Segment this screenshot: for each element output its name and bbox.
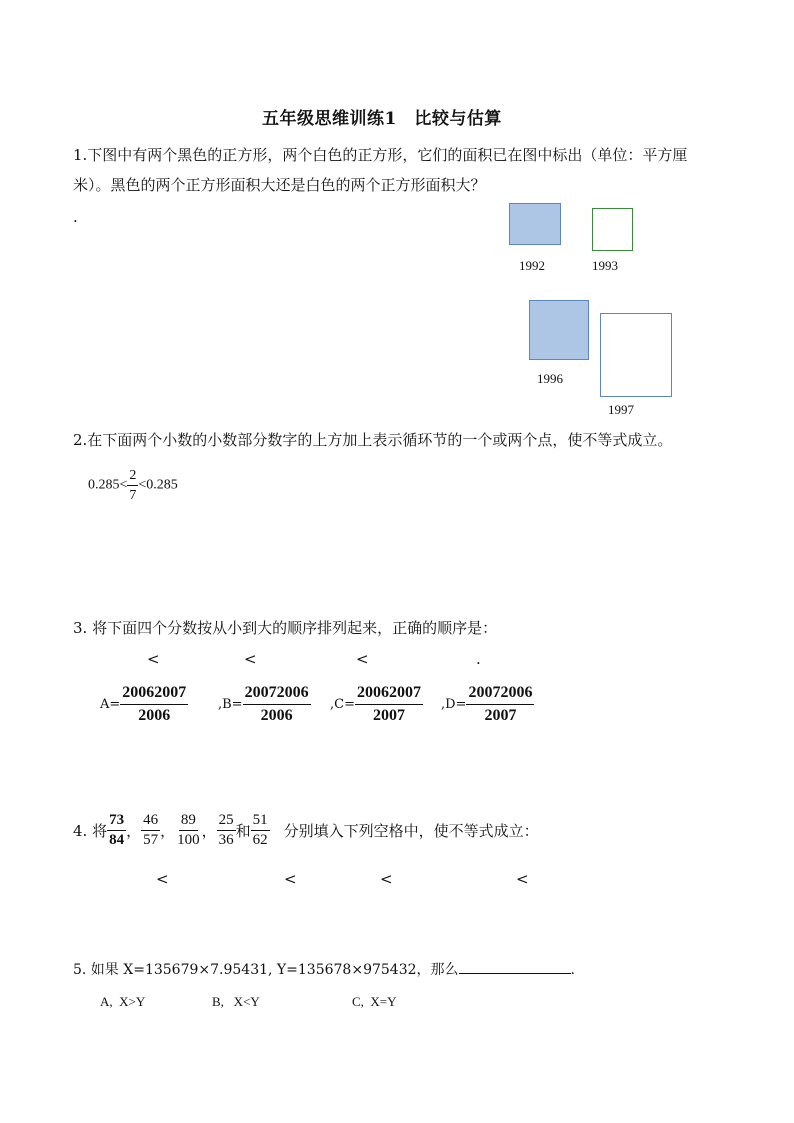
q4-frac-1-den: 84 <box>109 832 125 848</box>
q5-end: . <box>570 962 575 978</box>
q4-frac-5-den: 62 <box>252 832 268 848</box>
q3-text: 3. 将下面四个分数按从小到大的顺序排列起来，正确的顺序是： <box>73 619 498 637</box>
q3-frac-b-prefix: ,B= <box>218 697 243 712</box>
square-1997-label: 1997 <box>608 402 634 417</box>
q4-frac-2-num: 46 <box>141 811 160 831</box>
q3-frac-d-prefix: ,D= <box>441 697 467 712</box>
q4-frac-5-num: 51 <box>251 811 270 831</box>
q5-answer-blank[interactable] <box>459 959 571 974</box>
q4-frac-2-den: 57 <box>143 832 159 848</box>
q4-blank-lt-1: < <box>156 870 169 888</box>
q2-frac-den: 7 <box>129 488 137 503</box>
q3-frac-c-num: 20062007 <box>355 682 423 705</box>
q3-frac-b <box>243 682 311 727</box>
q3-frac-c-prefix: ,C= <box>330 697 355 712</box>
q3-blank-period: . <box>476 650 481 668</box>
q5-option-b: B, X<Y <box>212 994 260 1009</box>
q3-fraction-c <box>330 682 423 727</box>
square-1996-label: 1996 <box>537 371 563 386</box>
q3-frac-a-den: 2006 <box>138 707 171 724</box>
q2-inequality <box>88 466 178 505</box>
q5-line <box>73 956 575 984</box>
q2-fraction <box>127 466 138 505</box>
square-1992-label: 1992 <box>519 258 545 273</box>
q4-blank-lt-4: < <box>516 870 529 888</box>
page-title: 五年级思维训练1 比较与估算 <box>262 109 502 129</box>
q3-fraction-a <box>100 682 188 727</box>
square-1992 <box>509 203 561 245</box>
square-1993-label: 1993 <box>592 258 618 273</box>
q3-blank-lt-2: < <box>244 650 257 668</box>
q3-frac-d-den: 2007 <box>484 707 517 724</box>
q3-frac-a-prefix: A= <box>100 697 121 712</box>
q4-blank-lt-3: < <box>380 870 393 888</box>
q4-blank-lt-2: < <box>284 870 297 888</box>
q3-fraction-b <box>218 682 311 727</box>
q4-frac-4-den: 36 <box>218 832 234 848</box>
q3-fraction-d <box>441 682 534 727</box>
q4-frac-3 <box>175 811 202 850</box>
q5-option-c: C, X=Y <box>352 994 397 1009</box>
q1-line2: 米）。黑色的两个正方形面积大还是白色的两个正方形面积大？ <box>73 176 486 194</box>
q4-frac-4-num: 25 <box>217 811 236 831</box>
q4-and: 和 <box>235 821 251 840</box>
q3-blank-lt-3: < <box>356 650 369 668</box>
q4-frac-1 <box>107 811 126 850</box>
q4-sep-2: ， <box>160 821 176 840</box>
q3-frac-d-num: 20072006 <box>466 682 534 705</box>
q4-prefix: 4. 将 <box>73 821 108 840</box>
q4-sep-3: ， <box>201 821 217 840</box>
q4-line <box>73 811 539 850</box>
square-1997 <box>600 313 672 397</box>
q4-frac-5 <box>251 811 270 850</box>
q3-frac-c-den: 2007 <box>372 707 405 724</box>
q3-blank-lt-1: < <box>147 650 160 668</box>
q1-dot: . <box>73 208 78 226</box>
q4-frac-2 <box>141 811 160 850</box>
q3-frac-b-num: 20072006 <box>243 682 311 705</box>
q3-frac-a <box>120 682 188 727</box>
q4-sep-1: ， <box>126 821 142 840</box>
square-1996 <box>529 300 589 360</box>
q3-frac-d <box>466 682 534 727</box>
q2-frac-num: 2 <box>127 466 138 486</box>
q5-option-a: A, X>Y <box>100 994 146 1009</box>
q4-frac-1-num: 73 <box>107 811 126 831</box>
q4-frac-3-den: 100 <box>177 832 200 848</box>
q3-frac-c <box>355 682 423 727</box>
q3-frac-b-den: 2006 <box>260 707 293 724</box>
q4-suffix: 分别填入下列空格中，使不等式成立： <box>283 821 539 840</box>
q5-text: 5. 如果 X=135679×7.95431, Y=135678×975432，那么 <box>73 962 459 978</box>
q3-frac-a-num: 20062007 <box>120 682 188 705</box>
q4-frac-3-num: 89 <box>179 811 198 831</box>
q2-right: <0.285 <box>138 477 178 493</box>
q1-line1: 1.下图中有两个黑色的正方形，两个白色的正方形，它们的面积已在图中标出（单位：平方厘 <box>73 146 688 164</box>
q2-text: 2.在下面两个小数的小数部分数字的上方加上表示循环节的一个或两个点，使不等式成立。 <box>73 431 673 449</box>
q2-left: 0.285< <box>88 477 128 493</box>
square-1993 <box>592 208 633 251</box>
q4-frac-4 <box>217 811 236 850</box>
